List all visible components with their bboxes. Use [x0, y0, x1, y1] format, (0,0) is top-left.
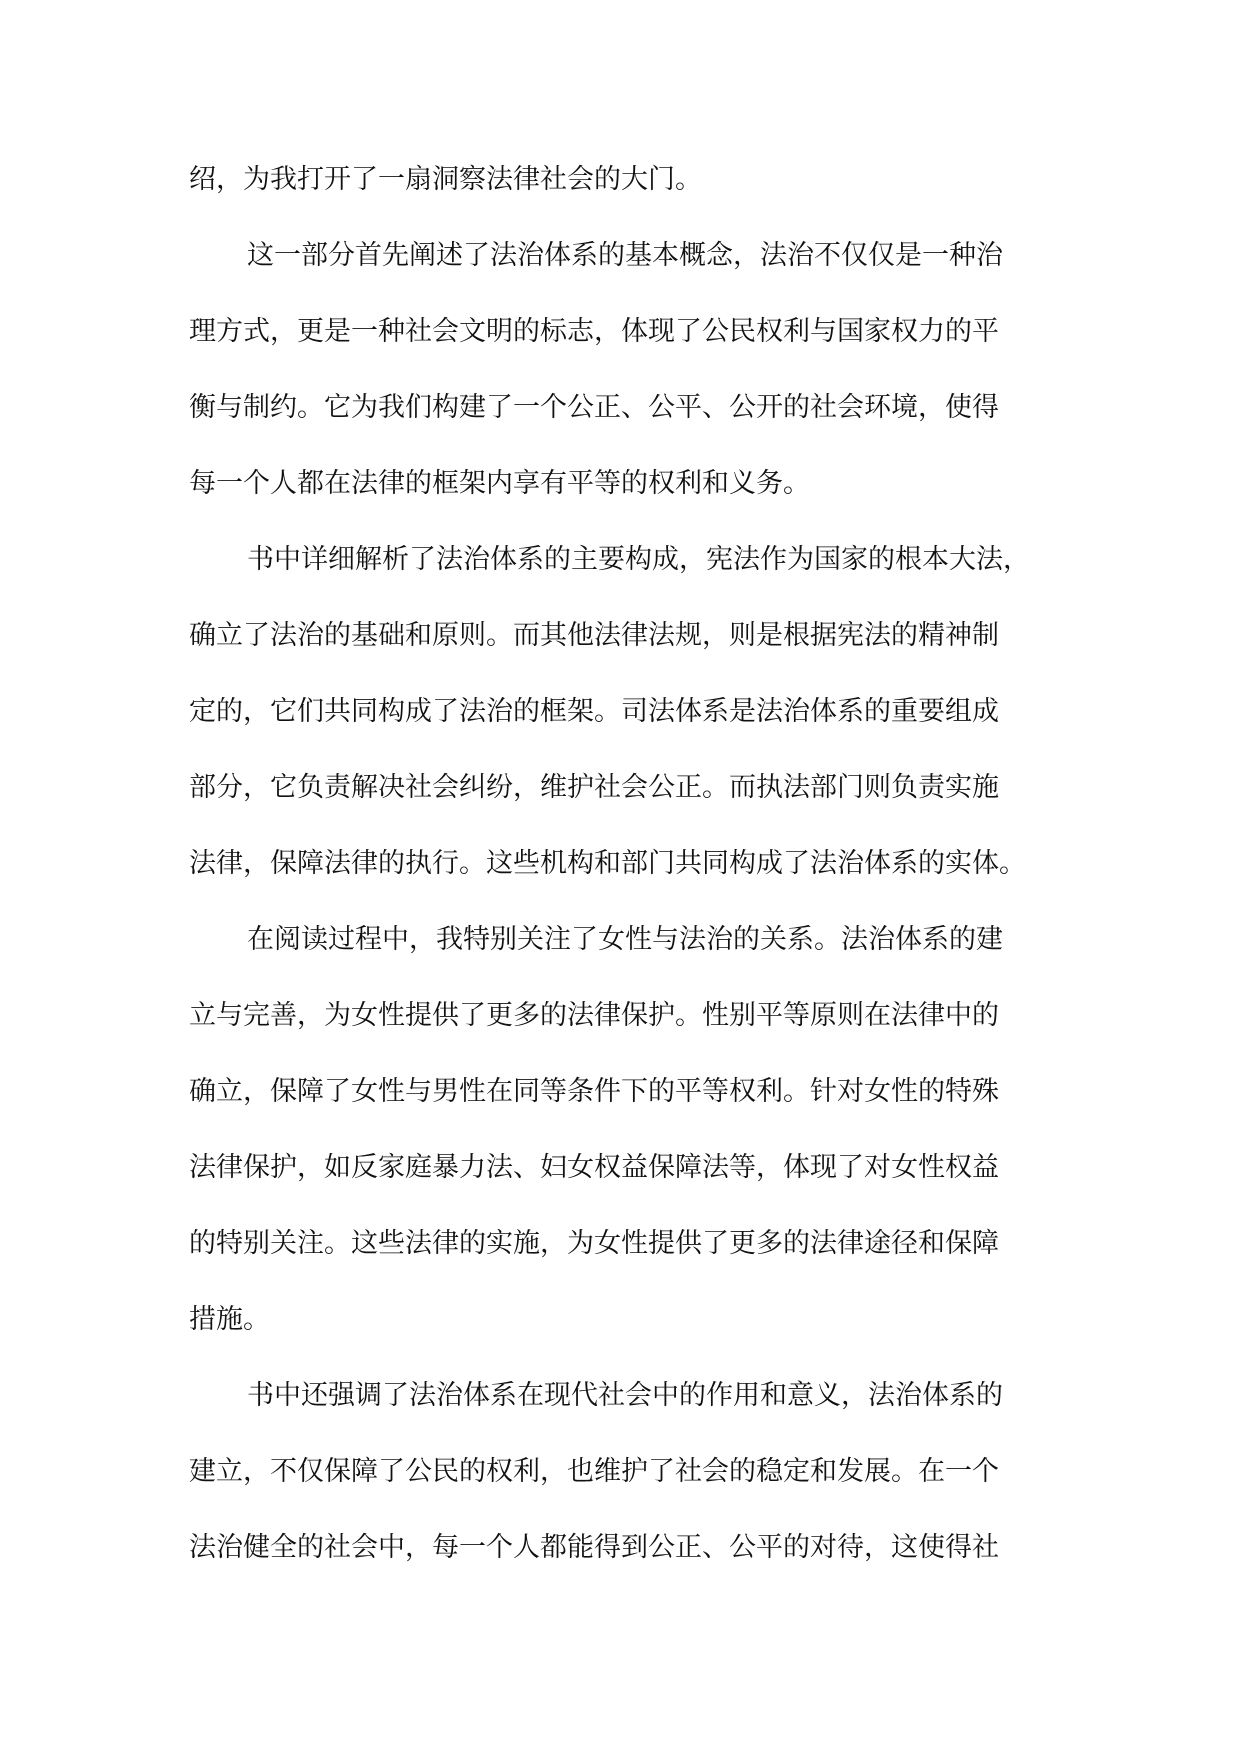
- text-line: 确立了法治的基础和原则。而其他法律法规，则是根据宪法的精神制: [189, 620, 999, 651]
- text-line: 部分，它负责解决社会纠纷，维护社会公正。而执法部门则负责实施: [189, 772, 999, 803]
- text-line: 理方式，更是一种社会文明的标志，体现了公民权利与国家权力的平: [189, 316, 999, 347]
- text-line: 每一个人都在法律的框架内享有平等的权利和义务。: [189, 468, 810, 499]
- text-line: 书中还强调了法治体系在现代社会中的作用和意义，法治体系的: [247, 1380, 1003, 1411]
- text-line: 确立，保障了女性与男性在同等条件下的平等权利。针对女性的特殊: [189, 1076, 999, 1107]
- text-line: 书中详细解析了法治体系的主要构成，宪法作为国家的根本大法，: [247, 544, 1030, 575]
- text-line: 立与完善，为女性提供了更多的法律保护。性别平等原则在法律中的: [189, 1000, 999, 1031]
- text-line: 在阅读过程中，我特别关注了女性与法治的关系。法治体系的建: [247, 924, 1003, 955]
- text-line: 这一部分首先阐述了法治体系的基本概念，法治不仅仅是一种治: [247, 240, 1003, 271]
- body-text: [189, 142, 1055, 1586]
- text-line: 法治健全的社会中，每一个人都能得到公正、公平的对待，这使得社: [189, 1532, 999, 1563]
- text-line: 定的，它们共同构成了法治的框架。司法体系是法治体系的重要组成: [189, 696, 999, 727]
- text-line: 措施。: [189, 1304, 270, 1335]
- text-line: 法律保护，如反家庭暴力法、妇女权益保障法等，体现了对女性权益: [189, 1152, 999, 1183]
- text-line: 绍，为我打开了一扇洞察法律社会的大门。: [189, 164, 702, 195]
- text-line: 建立，不仅保障了公民的权利，也维护了社会的稳定和发展。在一个: [189, 1456, 999, 1487]
- text-line: 法律，保障法律的执行。这些机构和部门共同构成了法治体系的实体。: [189, 848, 1026, 879]
- text-line: 的特别关注。这些法律的实施，为女性提供了更多的法律途径和保障: [189, 1228, 999, 1259]
- text-line: 衡与制约。它为我们构建了一个公正、公平、公开的社会环境，使得: [189, 392, 999, 423]
